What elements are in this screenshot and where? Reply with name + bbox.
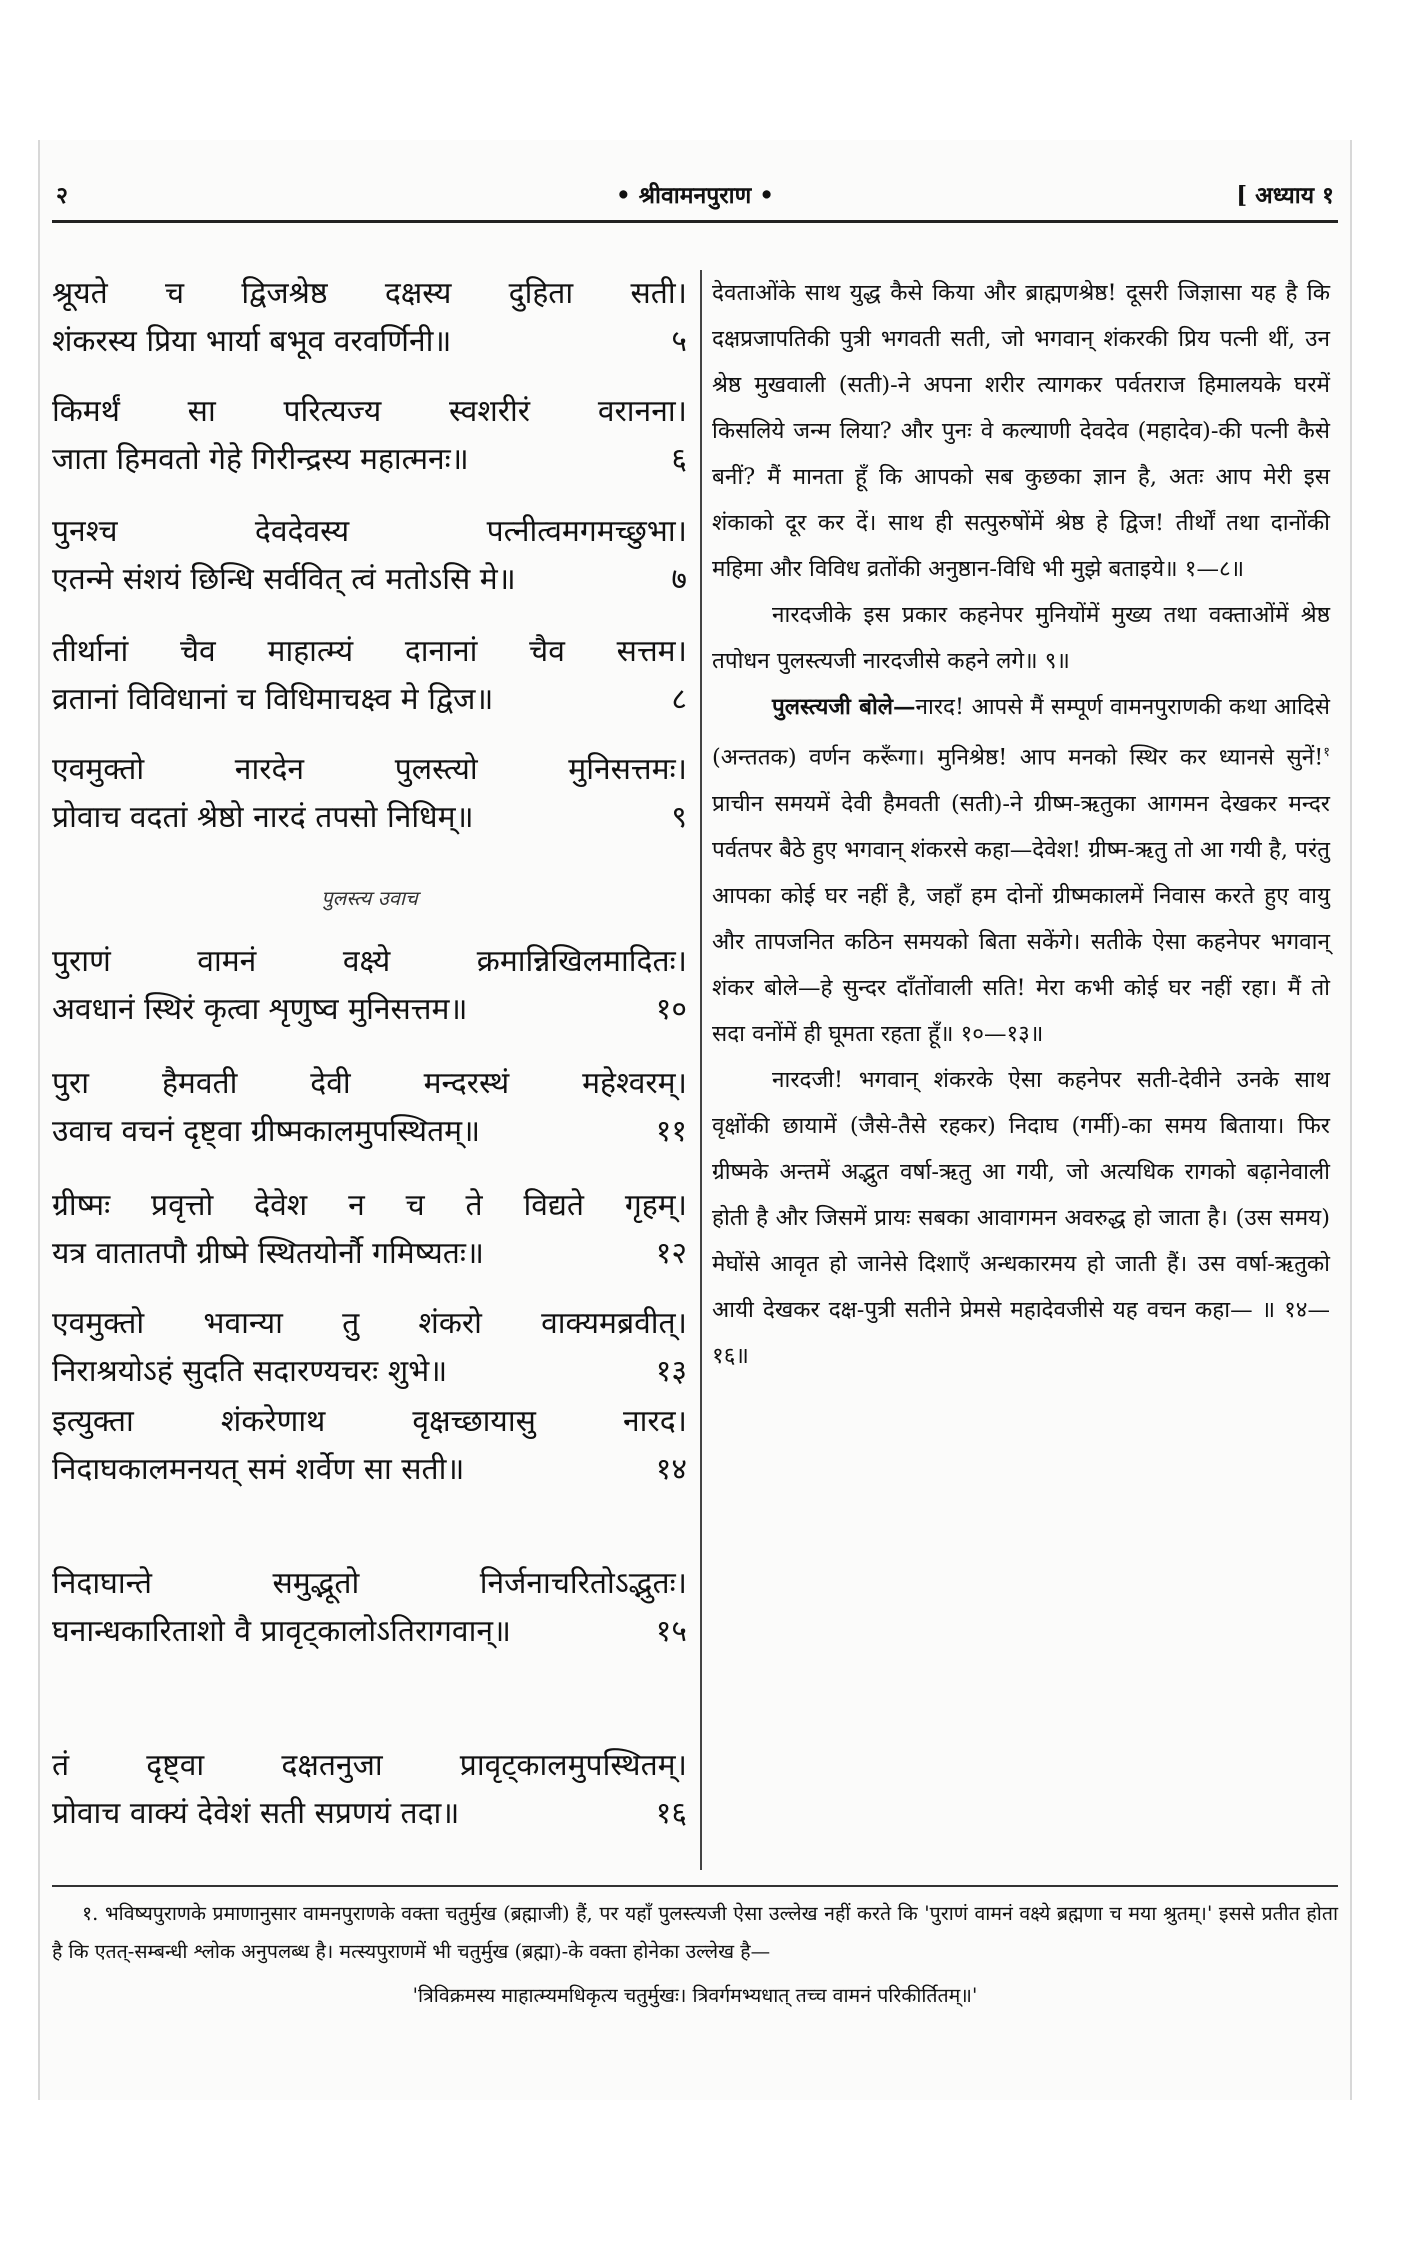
footnote-quote: 'त्रिविक्रमस्य माहात्म्यमधिकृत्य चतुर्मुखः। त्रिवर्गमभ्यधात् तच्च वामनं परिकीर्तितम्॥' xyxy=(412,1984,978,2007)
verse-number: १४ xyxy=(655,1452,687,1487)
verse-line xyxy=(52,794,687,842)
verse-line: एवमुक्तो नारदेन पुलस्त्यो मुनिसत्तमः। xyxy=(52,752,687,787)
verse-line xyxy=(52,676,687,724)
verse-line xyxy=(52,1608,687,1656)
verse-number: १० xyxy=(655,992,687,1027)
verse-line: एवमुक्तो भवान्या तु शंकरो वाक्यमब्रवीत्। xyxy=(52,1306,687,1341)
verse-stanza xyxy=(52,1182,687,1278)
verse-line: तं दृष्ट्वा दक्षतनुजा प्रावृट्कालमुपस्थितम्। xyxy=(52,1748,687,1783)
column-divider xyxy=(700,270,702,1870)
verse-stanza xyxy=(52,746,687,842)
page-number: २ xyxy=(56,182,68,209)
verse-text: यत्र वातातपौ ग्रीष्मे स्थितयोर्नौ गमिष्यतः॥ xyxy=(52,1236,484,1271)
footnote-rule xyxy=(52,1885,1338,1887)
speaker-heading: पुलस्त्यजी बोले— xyxy=(772,694,916,720)
verse-stanza xyxy=(52,388,687,484)
verse-stanza xyxy=(52,938,687,1034)
sanskrit-verses-column xyxy=(52,270,687,1870)
verse-text: व्रतानां विविधानां च विधिमाचक्ष्व मे द्विज॥ xyxy=(52,682,494,717)
paragraph: देवताओंके साथ युद्ध कैसे किया और ब्राह्मणश्रेष्ठ! दूसरी जिज्ञासा यह है कि दक्षप्रजापतिकी पुत्री भगवती सती, जो भगवान् शंकरकी प्रिय पत्नी थीं, उन श्रेष्ठ मुखवाली (सती)-ने अपना शरीर त्यागकर पर्वतराज हिमालयके घरमें किसलिये जन्म लिया? और पुनः वे कल्याणी देवदेव (महादेव)-की पत्नी कैसे बनीं? मैं मानता हूँ कि आपको सब कुछका ज्ञान है, अतः आप मेरी इस शंकाको दूर कर दें। साथ ही सत्पुरुषोंमें श्रेष्ठ हे द्विज! तीर्थों तथा दानोंकी महिमा और विविध व्रतोंकी अनुष्ठान-विधि भी मुझे बताइये॥ १—८॥ xyxy=(712,280,1330,582)
verse-line: इत्युक्ता शंकरेणाथ वृक्षच्छायासु नारद। xyxy=(52,1404,687,1439)
verse-stanza xyxy=(52,1742,687,1838)
verse-number: १३ xyxy=(655,1354,687,1389)
verse-text: शंकरस्य प्रिया भार्या बभूव वरवर्णिनी॥ xyxy=(52,324,452,359)
verse-line: ग्रीष्मः प्रवृत्तो देवेश न च ते विद्यते गृहम्। xyxy=(52,1188,687,1223)
footnote xyxy=(52,1895,1338,2015)
paragraph: नारदजीके इस प्रकार कहनेपर मुनियोंमें मुख्य तथा वक्ताओंमें श्रेष्ठ तपोधन पुलस्त्यजी नारदजीसे कहने लगे॥ ९॥ xyxy=(712,602,1330,674)
verse-number: ६ xyxy=(671,442,687,477)
verse-line: तीर्थानां चैव माहात्म्यं दानानां चैव सत्तम। xyxy=(52,634,687,669)
verse-line xyxy=(52,986,687,1034)
verse-line: किमर्थं सा परित्यज्य स्वशरीरं वरानना। xyxy=(52,394,687,429)
verse-stanza xyxy=(52,270,687,366)
verse-line: पुराणं वामनं वक्ष्ये क्रमान्निखिलमादितः। xyxy=(52,944,687,979)
verse-text: प्रोवाच वाक्यं देवेशं सती सप्रणयं तदा॥ xyxy=(52,1796,460,1831)
verse-line: पुरा हैमवती देवी मन्दरस्थं महेश्वरम्। xyxy=(52,1066,687,1101)
verse-line xyxy=(52,318,687,366)
verse-text: एतन्मे संशयं छिन्धि सर्ववित् त्वं मतोऽसि मे॥ xyxy=(52,562,516,597)
verse-number: ५ xyxy=(671,324,687,359)
book-title: • श्रीवामनपुराण • xyxy=(616,182,774,209)
verse-text: उवाच वचनं दृष्ट्वा ग्रीष्मकालमुपस्थितम्॥ xyxy=(52,1114,481,1149)
chapter-label: [ अध्याय १ xyxy=(1236,182,1334,209)
book-page xyxy=(38,140,1352,2100)
verse-line: निदाघान्ते समुद्भूतो निर्जनाचरितोऽद्भुतः। xyxy=(52,1566,687,1601)
verse-stanza xyxy=(52,628,687,724)
verse-text: जाता हिमवतो गेहे गिरीन्द्रस्य महात्मनः॥ xyxy=(52,442,469,477)
verse-number: ९ xyxy=(671,800,687,835)
verse-stanza xyxy=(52,1560,687,1656)
verse-line xyxy=(52,556,687,604)
verse-number: १२ xyxy=(655,1236,687,1271)
verse-stanza xyxy=(52,1398,687,1494)
paragraph-text: नारद! आपसे मैं सम्पूर्ण वामनपुराणकी कथा आदिसे (अन्ततक) वर्णन करूँगा। मुनिश्रेष्ठ! आप मनको स्थिर कर ध्यानसे सुनें! xyxy=(712,694,1330,771)
paragraph-text: प्राचीन समयमें देवी हैमवती (सती)-ने ग्रीष्म-ऋतुका आगमन देखकर मन्दर पर्वतपर बैठे हुए भगवान् शंकरसे कहा—देवेश! ग्रीष्म-ऋतु तो आ गयी है, परंतु आपका कोई घर नहीं है, जहाँ हम दोनों ग्रीष्मकालमें निवास करते हुए वायु और तापजनित कठिन समयको बिता सकेंगे। सतीके ऐसा कहनेपर भगवान् शंकर बोले—हे सुन्दर दाँतोंवाली सति! मेरा कभी कोई घर नहीं रहा। मैं तो सदा वनोंमें ही घूमता रहता हूँ॥ १०—१३॥ xyxy=(712,790,1330,1047)
paragraph: नारदजी! भगवान् शंकरके ऐसा कहनेपर सती-देवीने उनके साथ वृक्षोंकी छायामें (जैसे-तैसे रहकर) निदाघ (गर्मी)-का समय बिताया। फिर ग्रीष्मके अन्तमें अद्भुत वर्षा-ऋतु आ गयी, जो अत्यधिक रागको बढ़ानेवाली होती है और जिसमें प्रायः सबका आवागमन अवरुद्ध हो जाता है। (उस समय) मेघोंसे आवृत हो जानेसे दिशाएँ अन्धकारमय हो जाती हैं। उस वर्षा-ऋतुको आयी देखकर दक्ष-पुत्री सतीने प्रेमसे महादेवजीसे यह वचन कहा— ॥ १४—१६॥ xyxy=(712,1066,1330,1369)
paragraph xyxy=(712,684,1330,1057)
verse-number: ७ xyxy=(671,562,687,597)
verse-line xyxy=(52,436,687,484)
verse-number: ११ xyxy=(655,1114,687,1149)
verse-line xyxy=(52,1790,687,1838)
hindi-translation-column xyxy=(712,270,1330,1870)
verse-stanza xyxy=(52,1300,687,1396)
verse-line xyxy=(52,1348,687,1396)
verse-stanza xyxy=(52,1060,687,1156)
verse-text: अवधानं स्थिरं कृत्वा शृणुष्व मुनिसत्तम॥ xyxy=(52,992,468,1027)
verse-line: श्रूयते च द्विजश्रेष्ठ दक्षस्य दुहिता सती। xyxy=(52,276,687,311)
verse-text: निदाघकालमनयत् समं शर्वेण सा सती॥ xyxy=(52,1452,465,1487)
speaker-label: पुलस्त्य उवाच xyxy=(321,886,418,910)
verse-line xyxy=(52,1446,687,1494)
footnote-text: १. भविष्यपुराणके प्रमाणानुसार वामनपुराणके वक्ता चतुर्मुख (ब्रह्माजी) हैं, पर यहाँ पुलस्त्यजी ऐसा उल्लेख नहीं करते कि 'पुराणं वामनं वक्ष्ये ब्रह्मणा च मया श्रुतम्।' इससे प्रतीत होता है कि एतत्-सम्बन्धी श्लोक अनुपलब्ध है। मत्स्यपुराणमें भी चतुर्मुख (ब्रह्मा)-के वक्ता होनेका उल्लेख है— xyxy=(52,1902,1338,1963)
verse-line: पुनश्च देवदेवस्य पत्नीत्वमगमच्छुभा। xyxy=(52,514,687,549)
verse-text: प्रोवाच वदतां श्रेष्ठो नारदं तपसो निधिम्॥ xyxy=(52,800,474,835)
page-header xyxy=(52,168,1338,223)
verse-line xyxy=(52,1230,687,1278)
verse-number: १५ xyxy=(655,1614,687,1649)
verse-number: १६ xyxy=(655,1796,687,1831)
footnote-marker: १ xyxy=(1323,745,1330,760)
verse-number: ८ xyxy=(671,682,687,717)
verse-line xyxy=(52,1108,687,1156)
verse-text: घनान्धकारिताशो वै प्रावृट्कालोऽतिरागवान्॥ xyxy=(52,1614,511,1649)
verse-text: निराश्रयोऽहं सुदति सदारण्यचरः शुभे॥ xyxy=(52,1354,448,1389)
verse-stanza xyxy=(52,508,687,604)
